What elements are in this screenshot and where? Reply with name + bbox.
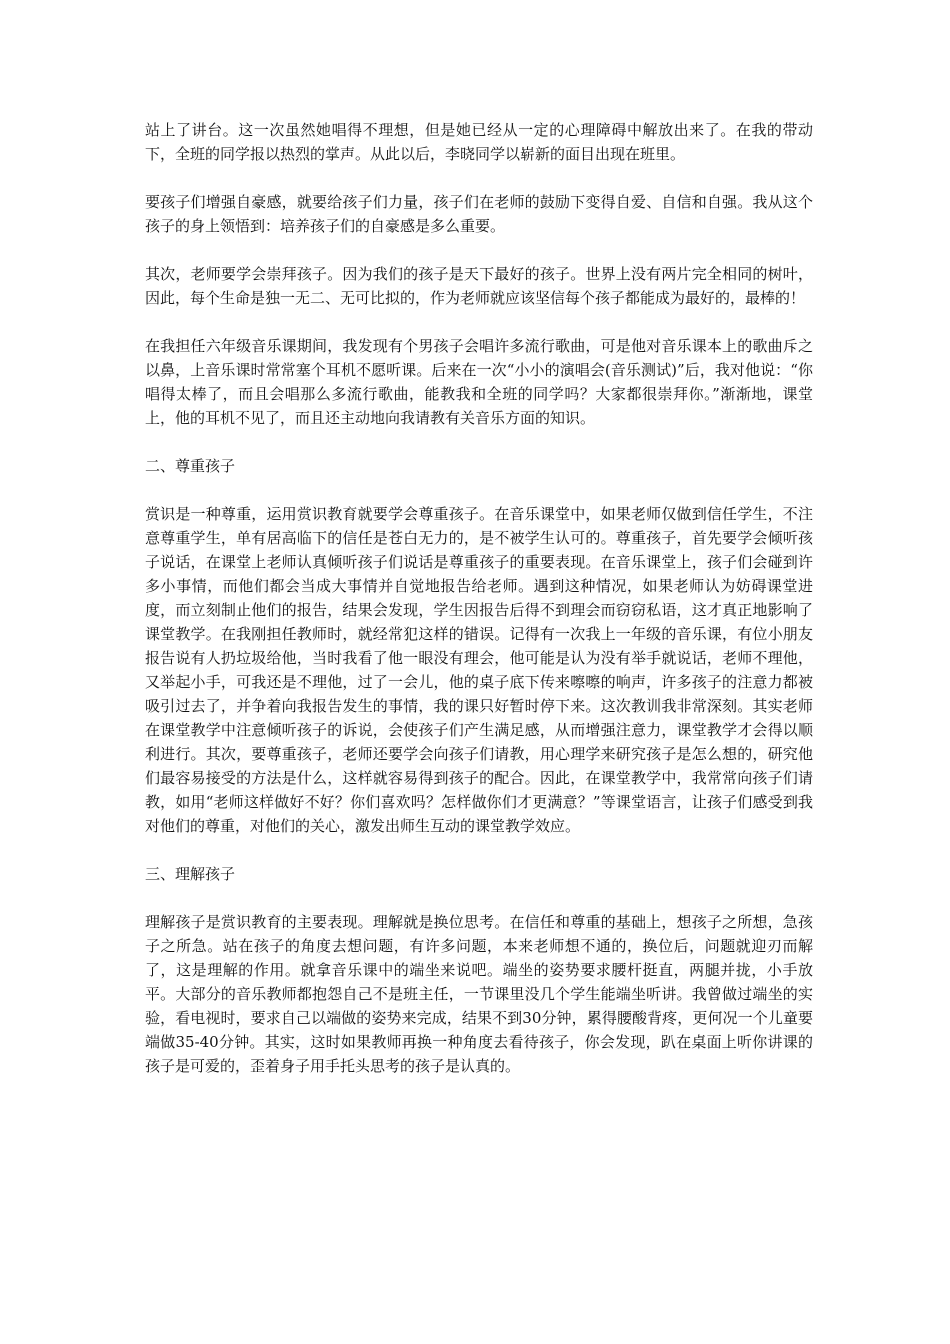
paragraph: 理解孩子是赏识教育的主要表现。理解就是换位思考。在信任和尊重的基础上，想孩子之所想，急孩子之所急。站在孩子的角度去想问题，有许多问题，本来老师想不通的，换位后，问题就迎刃而解了，这是理解的作用。就拿音乐课中的端坐来说吧。端坐的姿势要求腰杆挺直，两腿并拢，小手放平。大部分的音乐教师都抱怨自己不是班主任，一节课里没几个学生能端坐听讲。我曾做过端坐的实验，看电视时，要求自己以端做的姿势来完成，结果不到30分钟，累得腰酸背疼，更何况一个儿童要端做35-40分钟。其实，这时如果教师再换一种角度去看待孩子，你会发现，趴在桌面上听你讲课的孩子是可爱的，歪着身子用手托头思考的孩子是认真的。 — [145, 913, 813, 1075]
section-heading: 二、尊重孩子 — [145, 457, 236, 475]
document-page — [145, 118, 813, 1102]
paragraph: 赏识是一种尊重，运用赏识教育就要学会尊重孩子。在音乐课堂中，如果老师仅做到信任学生，不注意尊重学生，单有居高临下的信任是苍白无力的，是不被学生认可的。尊重孩子，首先要学会倾听孩子说话，在课堂上老师认真倾听孩子们说话是尊重孩子的重要表现。在音乐课堂上，孩子们会碰到许多小事情，而他们都会当成大事情并自觉地报告给老师。遇到这种情况，如果老师认为妨碍课堂进度，而立刻制止他们的报告，结果会发现，学生因报告后得不到理会而窃窃私语，这才真正地影响了课堂教学。在我刚担任教师时，就经常犯这样的错误。记得有一次我上一年级的音乐课，有位小朋友报告说有人扔垃圾给他，当时我看了他一眼没有理会，他可能是认为没有举手就说话，老师不理他，又举起小手，可我还是不理他，过了一会儿，他的桌子底下传来嚓嚓的响声，许多孩子的注意力都被吸引过去了，并争着向我报告发生的事情，我的课只好暂时停下来。这次教训我非常深刻。其实老师在课堂教学中注意倾听孩子的诉说，会使孩子们产生满足感，从而增强注意力，课堂教学才会得以顺利进行。其次，要尊重孩子，老师还要学会向孩子们请教，用心理学来研究孩子是怎么想的，研究他们最容易接受的方法是什么，这样就容易得到孩子的配合。因此，在课堂教学中，我常常向孩子们请教，如用“老师这样做好不好？你们喜欢吗？怎样做你们才更满意？”等课堂语言，让孩子们感受到我对他们的尊重，对他们的关心，激发出师生互动的课堂教学效应。 — [145, 505, 813, 835]
section-heading: 三、理解孩子 — [145, 865, 236, 883]
paragraph: 站上了讲台。这一次虽然她唱得不理想，但是她已经从一定的心理障碍中解放出来了。在我的带动下，全班的同学报以热烈的掌声。从此以后，李晓同学以崭新的面目出现在班里。 — [145, 121, 813, 163]
paragraph: 其次，老师要学会崇拜孩子。因为我们的孩子是天下最好的孩子。世界上没有两片完全相同的树叶，因此，每个生命是独一无二、无可比拟的，作为老师就应该坚信每个孩子都能成为最好的，最棒的！ — [145, 265, 813, 307]
paragraph: 要孩子们增强自豪感，就要给孩子们力量，孩子们在老师的鼓励下变得自爱、自信和自强。我从这个孩子的身上领悟到：培养孩子们的自豪感是多么重要。 — [145, 193, 813, 235]
paragraph: 在我担任六年级音乐课期间，我发现有个男孩子会唱许多流行歌曲，可是他对音乐课本上的歌曲斥之以鼻，上音乐课时常常塞个耳机不愿听课。后来在一次“小小的演唱会(音乐测试)”后，我对他说：“你唱得太棒了，而且会唱那么多流行歌曲，能教我和全班的同学吗？大家都很崇拜你。”渐渐地，课堂上，他的耳机不见了，而且还主动地向我请教有关音乐方面的知识。 — [145, 337, 813, 427]
